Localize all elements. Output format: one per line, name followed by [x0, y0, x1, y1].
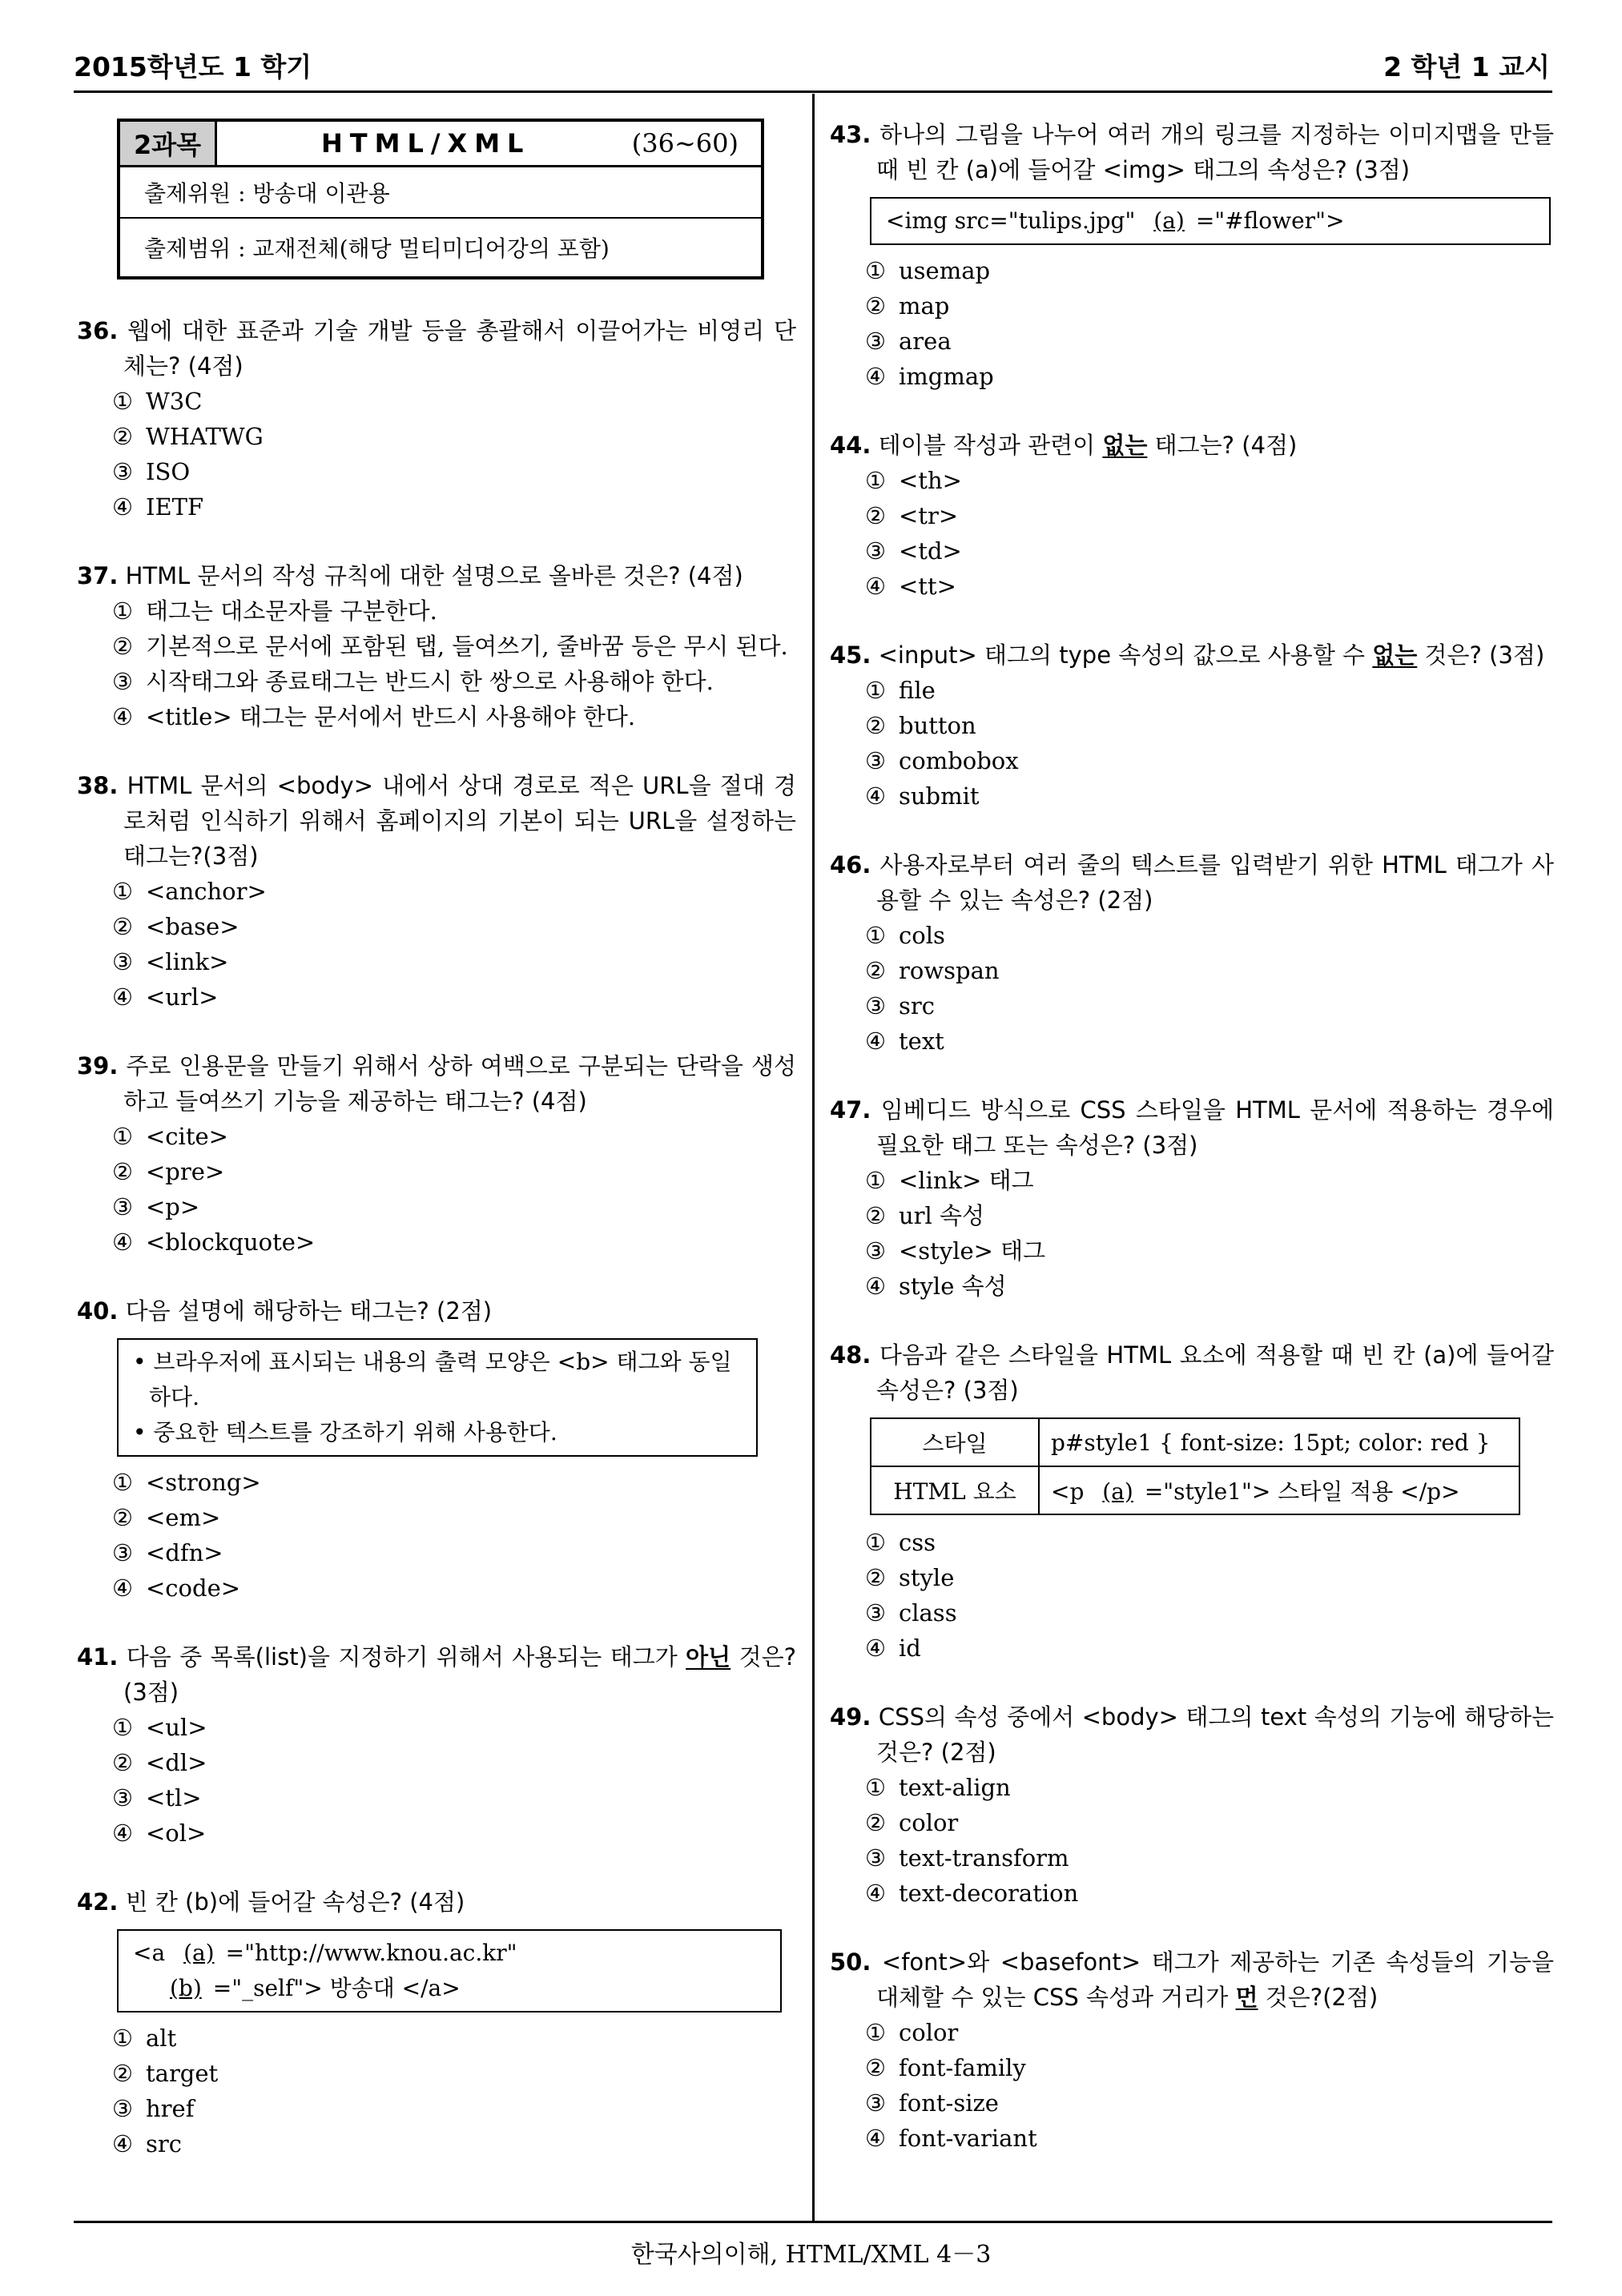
option: ① usemap: [865, 257, 991, 284]
question-37: 37. HTML 문서의 작성 규칙에 대한 설명으로 올바른 것은? (4점) ① 태그는 대소문자를 구분한다. ② 기본적으로 문서에 포함된 탭, 들여쓰기, 줄바꿈 등은 무시 된다. ③ 시작태그와 종료태그는 반드시 한 쌍으로 사용해야 한다. ④ <title> 태그는 문서에서 반드시 사용해야 한다.: [77, 558, 796, 734]
option: ④ text: [865, 1027, 944, 1055]
header-rule: [74, 90, 1552, 93]
option: ② map: [865, 292, 950, 320]
option: ① <strong>: [112, 1469, 261, 1496]
option: ③ <dfn>: [112, 1539, 223, 1566]
option: ① <ul>: [112, 1714, 207, 1741]
option: ④ <blockquote>: [112, 1228, 316, 1256]
column-divider: [812, 94, 815, 2222]
header-left: 2015학년도 1 학기: [74, 51, 312, 82]
option: ④ id: [865, 1635, 921, 1662]
question-39: 39. 주로 인용문을 만들기 위해서 상하 여백으로 구분되는 단락을 생성하고 들여쓰기 기능을 제공하는 태그는? (4점) ① <cite> ② <pre> ③ <p> ④ <blockquote>: [77, 1048, 796, 1260]
option: ③ font-size: [865, 2089, 999, 2117]
question-46: 46. 사용자로부터 여러 줄의 텍스트를 입력받기 위한 HTML 태그가 사용할 수 있는 속성은? (2점) ① cols ② rowspan ③ src ④ text: [830, 847, 1554, 1059]
left-column: [77, 119, 796, 2161]
description-box: • 브라우저에 표시되는 내용의 출력 모양은 <b> 태그와 동일하다. • 중요한 텍스트를 강조하기 위해 사용한다.: [117, 1338, 758, 1457]
style-table: [870, 1417, 1520, 1515]
option: ① color: [865, 2019, 959, 2046]
option: ② <pre>: [112, 1158, 225, 1185]
option: ② <dl>: [112, 1749, 207, 1776]
option: ② <em>: [112, 1504, 221, 1531]
header-right: 2 학년 1 교시: [1383, 51, 1550, 82]
option: ③ <link>: [112, 948, 229, 975]
subject-scope: 출제범위 : 교재전체(해당 멀티미디어강의 포함): [120, 217, 761, 276]
option: ① <cite>: [112, 1123, 228, 1150]
option: ① <anchor>: [112, 878, 267, 905]
option: ④ <url>: [112, 983, 219, 1011]
option: ③ class: [865, 1599, 957, 1627]
question-42: 42. 빈 칸 (b)에 들어갈 속성은? (4점) <a (a) ="http://www.knou.ac.kr" (b) ="_self"> 방송대 </a> ① alt ② target ③ href ④ src: [77, 1884, 796, 2161]
option: ④ text-decoration: [865, 1880, 1079, 1907]
option: ① cols: [865, 922, 945, 949]
option: ① 태그는 대소문자를 구분한다.: [112, 597, 437, 625]
table-header-cell: HTML 요소: [871, 1466, 1039, 1514]
question-44: 44. 테이블 작성과 관련이 없는 태그는? (4점) ① <th> ② <tr> ③ <td> ④ <tt>: [830, 428, 1554, 604]
option: ② url 속성: [865, 1202, 985, 1229]
subject-committee: 출제위원 : 방송대 이관용: [144, 180, 390, 207]
page-footer: 한국사의이해, HTML/XML 4－3: [630, 2241, 992, 2269]
table-header-cell: 스타일: [871, 1418, 1039, 1466]
option: ③ <tl>: [112, 1784, 202, 1811]
code-box: <a (a) ="http://www.knou.ac.kr" (b) ="_self"> 방송대 </a>: [117, 1929, 782, 2013]
option: ③ href: [112, 2095, 195, 2122]
option: ③ src: [865, 992, 935, 1019]
footer-rule: [74, 2221, 1552, 2223]
option: ④ font-variant: [865, 2125, 1037, 2152]
option: ③ area: [865, 328, 952, 355]
option: ① <link> 태그: [865, 1167, 1034, 1194]
option: ④ <tt>: [865, 573, 956, 600]
question-47: 47. 임베디드 방식으로 CSS 스타일을 HTML 문서에 적용하는 경우에 필요한 태그 또는 속성은? (3점) ① <link> 태그 ② url 속성 ③ <style> 태그 ④ style 속성: [830, 1092, 1554, 1304]
option: ① W3C: [112, 388, 203, 415]
question-40: 40. 다음 설명에 해당하는 태그는? (2점) • 브라우저에 표시되는 내용의 출력 모양은 <b> 태그와 동일하다. • 중요한 텍스트를 강조하기 위해 사용한다. ① <strong> ② <em> ③ <dfn> ④ <code>: [77, 1293, 796, 1606]
subject-tag: 2과목: [120, 122, 217, 165]
question-38: 38. HTML 문서의 <body> 내에서 상대 경로로 적은 URL을 절대 경로처럼 인식하기 위해서 홈페이지의 기본이 되는 URL을 설정하는 태그는?(3점) ① <anchor> ② <base> ③ <link> ④ <url>: [77, 768, 796, 1015]
option: ② target: [112, 2060, 219, 2087]
question-41: 41. 다음 중 목록(list)을 지정하기 위해서 사용되는 태그가 아닌 것은? (3점) ① <ul> ② <dl> ③ <tl> ④ <ol>: [77, 1639, 796, 1851]
table-cell: p#style1 { font-size: 15pt; color: red }: [1039, 1418, 1519, 1466]
option: ③ <style> 태그: [865, 1237, 1046, 1265]
code-box: <img src="tulips.jpg" (a) ="#flower">: [870, 197, 1551, 245]
option: ① text-align: [865, 1774, 1011, 1801]
question-43: 43. 하나의 그림을 나누어 여러 개의 링크를 지정하는 이미지맵을 만들 때 빈 칸 (a)에 들어갈 <img> 태그의 속성은? (3점) <img src="tulips.jpg" (a) ="#flower"> ① usemap ② map ③ area ④ imgmap: [830, 117, 1554, 394]
option: ④ submit: [865, 782, 980, 810]
option: ④ IETF: [112, 493, 204, 521]
subject-range: (36∼60): [631, 128, 739, 159]
option: ③ <td>: [865, 537, 962, 565]
option: ④ imgmap: [865, 363, 994, 390]
option: ② rowspan: [865, 957, 1000, 984]
option: ④ style 속성: [865, 1273, 1007, 1300]
option: ① alt: [112, 2025, 177, 2052]
table-cell: <p (a) ="style1"> 스타일 적용 </p>: [1039, 1466, 1519, 1514]
question-36: 36. 웹에 대한 표준과 기술 개발 등을 총괄해서 이끌어가는 비영리 단체는? (4점) ① W3C ② WHATWG ③ ISO ④ IETF: [77, 313, 796, 525]
option: ② style: [865, 1564, 955, 1591]
question-48: 48. 다음과 같은 스타일을 HTML 요소에 적용할 때 빈 칸 (a)에 들어갈 속성은? (3점) 스타일 p#style1 { font-size: 15pt; color: red } HTML 요소 <p (a) ="style1"> 스타일 적용 </p> ① css ② style ③ class ④ id: [830, 1337, 1554, 1666]
option: ① file: [865, 677, 936, 704]
question-49: 49. CSS의 속성 중에서 <body> 태그의 text 속성의 기능에 해당하는 것은? (2점) ① text-align ② color ③ text-transform ④ text-decoration: [830, 1699, 1554, 1911]
subject-box: [117, 119, 764, 279]
option: ④ <ol>: [112, 1820, 207, 1847]
option: ④ src: [112, 2130, 182, 2157]
option: ② <base>: [112, 913, 239, 940]
option: ② 기본적으로 문서에 포함된 탭, 들여쓰기, 줄바꿈 등은 무시 된다.: [112, 633, 788, 660]
option: ① css: [865, 1529, 936, 1556]
option: ② <tr>: [865, 502, 959, 529]
option: ③ ISO: [112, 458, 191, 485]
subject-title: HTML/XML: [321, 128, 531, 159]
option: ③ 시작태그와 종료태그는 반드시 한 쌍으로 사용해야 한다.: [112, 668, 714, 695]
option: ② WHATWG: [112, 423, 264, 450]
option: ② button: [865, 712, 976, 739]
option: ③ combobox: [865, 747, 1019, 774]
option: ③ <p>: [112, 1193, 200, 1220]
option: ④ <code>: [112, 1574, 241, 1602]
option: ② color: [865, 1809, 959, 1836]
option: ④ <title> 태그는 문서에서 반드시 사용해야 한다.: [112, 703, 636, 730]
option: ② font-family: [865, 2054, 1026, 2081]
question-50: 50. <font>와 <basefont> 태그가 제공하는 기존 속성들의 기능을 대체할 수 있는 CSS 속성과 거리가 먼 것은?(2점) ① color ② font-family ③ font-size ④ font-variant: [830, 1944, 1554, 2156]
right-column: [830, 117, 1554, 2156]
question-45: 45. <input> 태그의 type 속성의 값으로 사용할 수 없는 것은? (3점) ① file ② button ③ combobox ④ submit: [830, 637, 1554, 814]
option: ① <th>: [865, 467, 962, 494]
option: ③ text-transform: [865, 1844, 1069, 1872]
